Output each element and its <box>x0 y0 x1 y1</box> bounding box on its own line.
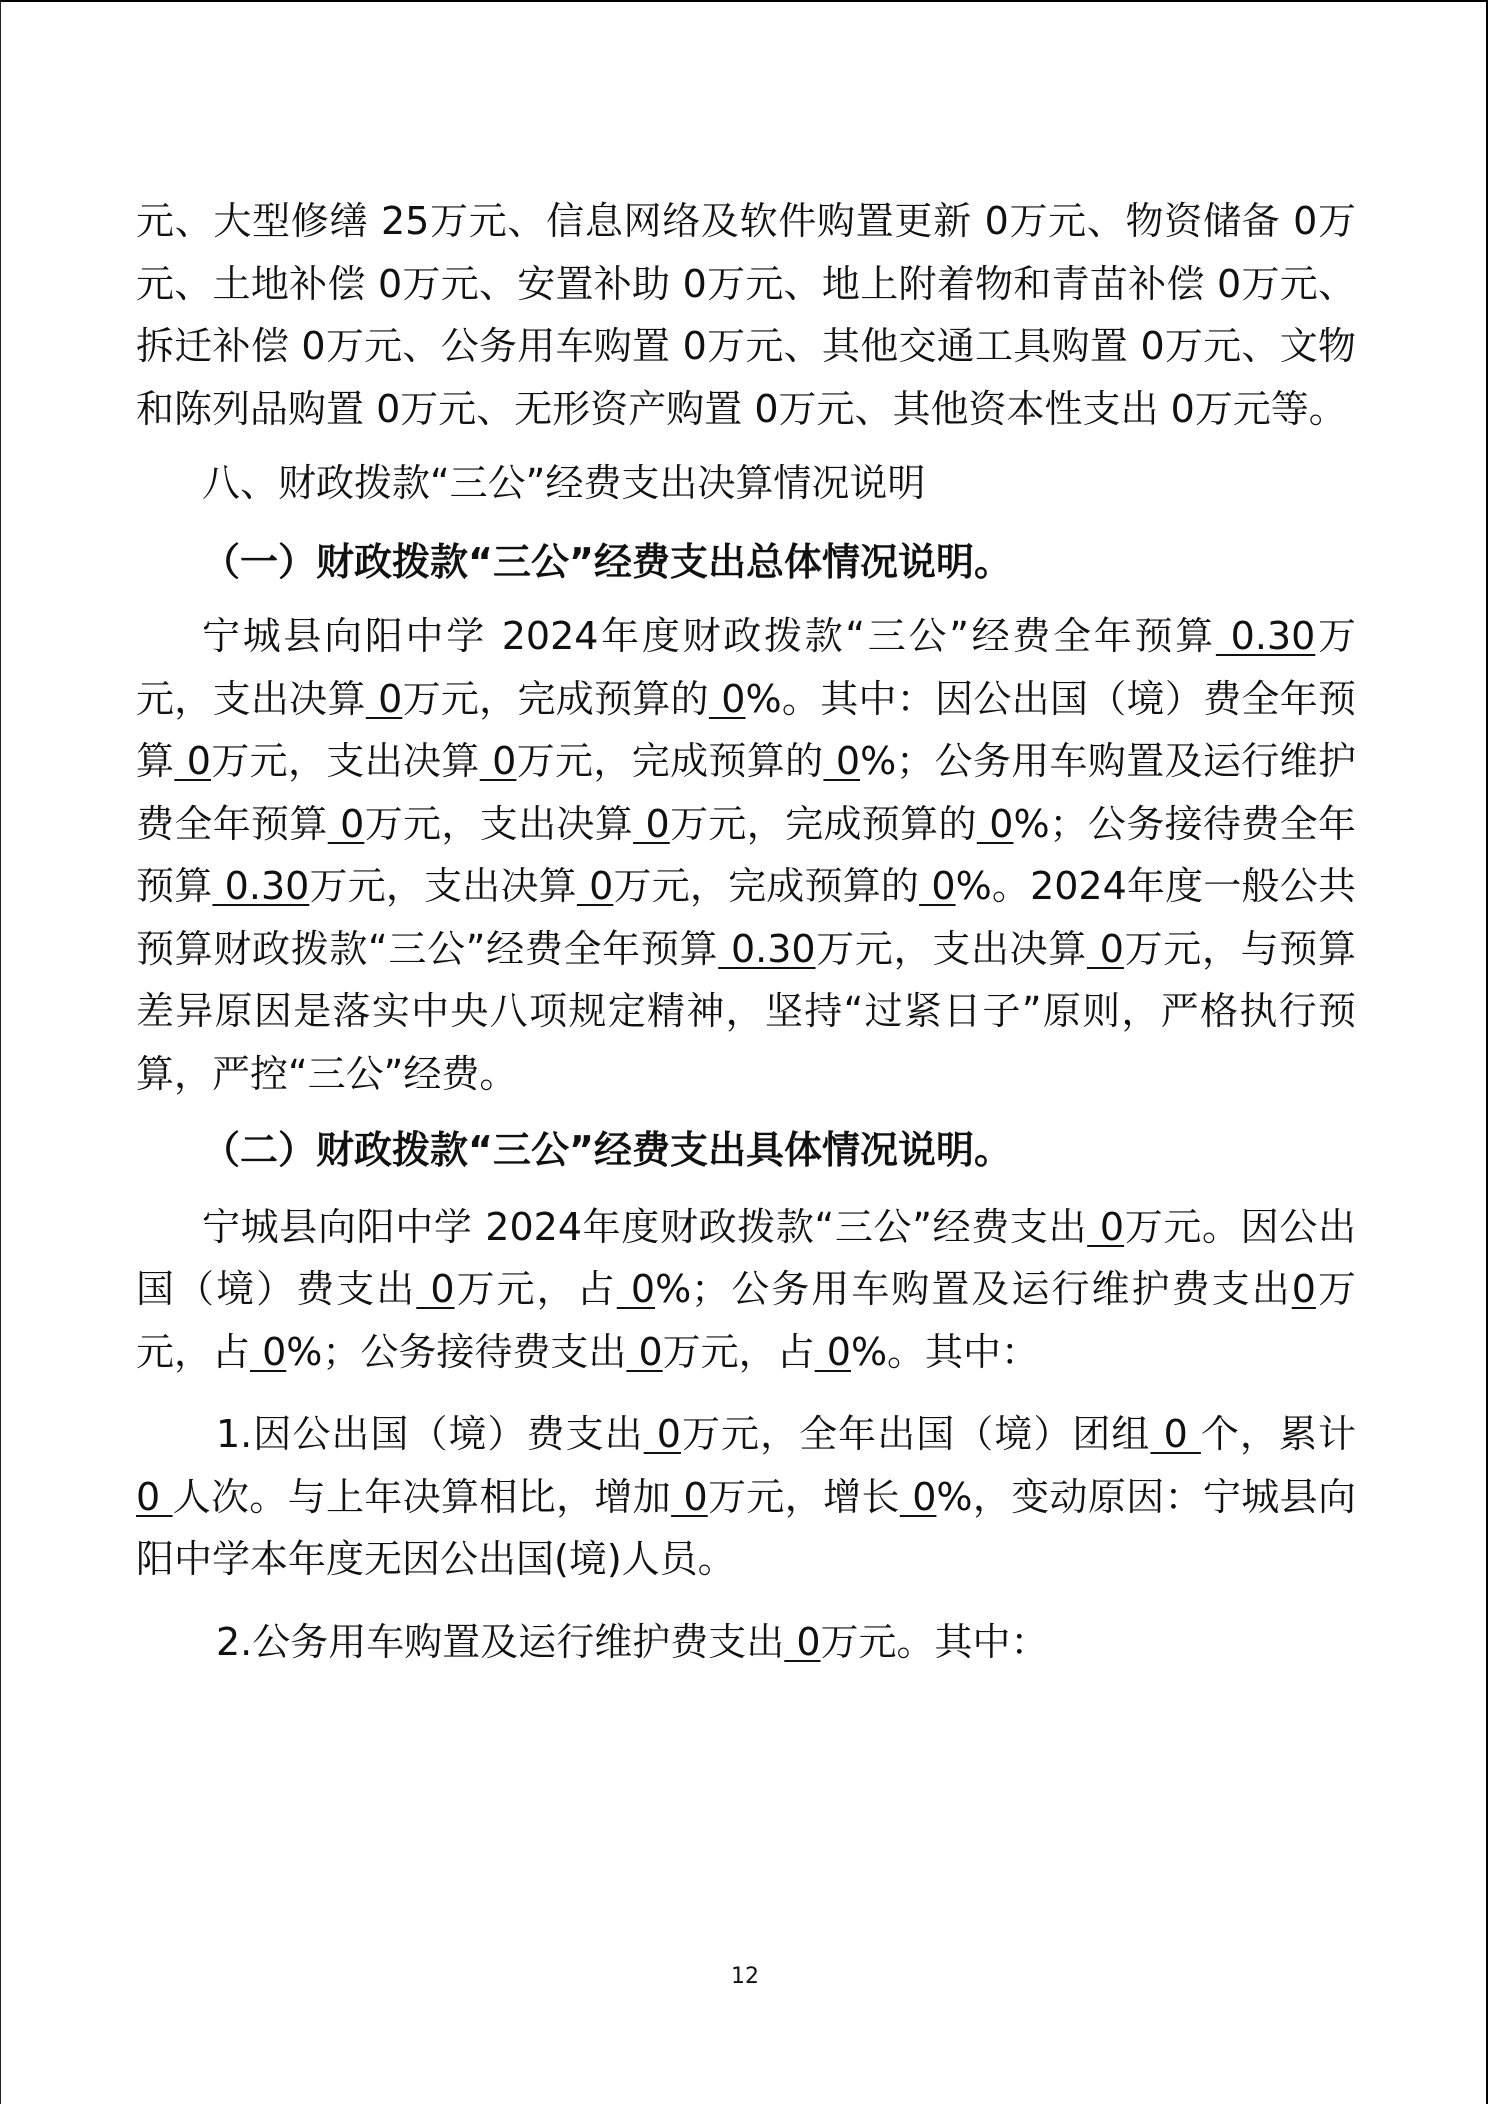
underlined-value: 0 <box>708 676 746 721</box>
text-segment: %，变动原因：宁城县向阳中学本年度无因公出国(境)人员。 <box>136 1474 1356 1581</box>
text-segment: 宁城县向阳中学 2024年度财政拨款“三公”经费全年预算 <box>202 614 1216 658</box>
subsection-heading-one: （一）财政拨款“三公”经费支出总体情况说明。 <box>202 539 1012 584</box>
subsection-heading-two: （二）财政拨款“三公”经费支出具体情况说明。 <box>202 1128 1012 1172</box>
text-segment: %。其中： <box>850 1329 1040 1374</box>
text-segment: 万元，占 <box>454 1267 617 1311</box>
underlined-value: 0 <box>643 1412 681 1456</box>
text-segment: 万元，完成预算的 <box>669 801 977 846</box>
text-segment: 万元，支出决算 <box>815 926 1087 971</box>
text-segment: 2.公务用车购置及运行维护费支出 <box>216 1619 785 1664</box>
underlined-value: 0 <box>250 1329 287 1374</box>
text-segment: 万元。其中： <box>820 1619 1049 1664</box>
underlined-value: 0 <box>671 1474 708 1519</box>
underlined-value: 0 <box>919 864 956 908</box>
text-segment: 人次。与上年决算相比，增加 <box>172 1474 672 1519</box>
page-number: 12 <box>731 1964 759 1989</box>
text-segment: 万元，完成预算的 <box>402 676 709 721</box>
paragraph-three-public-detail <box>136 1196 1356 1384</box>
underlined-value: 0 <box>899 1474 937 1519</box>
underlined-value: 0 <box>136 1474 173 1519</box>
text-segment: %。2024年度一般公共预算财政拨款“三公”经费全年预算 <box>136 864 1356 971</box>
text-segment: %；公务接待费支出 <box>286 1329 627 1374</box>
text-segment: 万元，占 <box>136 1267 1356 1374</box>
text-segment: %；公务用车购置及运行维护费支出 <box>655 1267 1292 1311</box>
text-segment: 万元，全年出国（境）团组 <box>680 1412 1151 1456</box>
underlined-value: 0.30 <box>1215 614 1316 658</box>
underlined-value: 0 <box>616 1267 656 1311</box>
text-segment: 1.因公出国（境）费支出 <box>216 1412 644 1456</box>
paragraph-text: 元、大型修缮 25万元、信息网络及软件购置更新 0万元、物资储备 0万元、土地补偿 0万元、安置补助 0万元、地上附着物和青苗补偿 0万元、拆迁补偿 0万元、公务用车购置 0万元、其他交通工具购置 0万元、文物和陈列品购置 0万元、无形资产购置 0万元、其他资本性支出 0万元等。 <box>136 199 1356 431</box>
underlined-value: 0 <box>327 801 365 846</box>
text-segment: 万元，支出决算 <box>364 801 634 846</box>
text-segment: 万元，完成预算的 <box>516 739 824 783</box>
text-segment: 万元，增长 <box>707 1474 900 1519</box>
text-segment: 万元，与预算差异原因是落实中央八项规定精神，坚持“过紧日子”原则，严格执行预算，严控“三公”经费。 <box>136 926 1356 1096</box>
paragraph-overseas-travel <box>136 1403 1356 1591</box>
paragraph-capital-expenditure <box>136 190 1356 440</box>
underlined-value: 0.30 <box>718 926 816 971</box>
page-content <box>136 190 1356 1673</box>
underlined-value: 0 <box>976 801 1014 846</box>
text-segment: %。其中：因公出国（境）费全年预算 <box>136 676 1356 783</box>
underlined-value: 0 <box>1087 1204 1125 1249</box>
paragraph-official-vehicles <box>136 1611 1356 1674</box>
underlined-value: 0 <box>1086 926 1124 971</box>
text-segment: 万元，完成预算的 <box>613 864 920 908</box>
underlined-value: 0 <box>1291 1267 1316 1311</box>
section-heading-eight: 八、财政拨款“三公”经费支出决算情况说明 <box>202 461 926 505</box>
text-segment: %；公务接待费全年预算 <box>136 801 1356 908</box>
underlined-value: 0 <box>576 864 614 908</box>
paragraph-three-public-overview <box>136 605 1356 1105</box>
underlined-value: 0 <box>823 739 861 783</box>
text-segment: 宁城县向阳中学 2024年度财政拨款“三公”经费支出 <box>202 1204 1088 1249</box>
text-segment: 万元。因公出国（境）费支出 <box>136 1204 1356 1311</box>
underlined-value: 0 <box>174 739 211 783</box>
underlined-value: 0 <box>365 676 403 721</box>
text-segment: 万元，支出决算 <box>210 739 480 783</box>
underlined-value: 0 <box>633 801 670 846</box>
text-segment: 万元，支出决算 <box>136 614 1356 721</box>
underlined-value: 0 <box>1150 1412 1201 1456</box>
text-segment: 个，累计 <box>1200 1412 1356 1456</box>
text-segment: 万元，占 <box>662 1329 815 1374</box>
underlined-value: 0 <box>416 1267 455 1311</box>
underlined-value: 0 <box>479 739 517 783</box>
text-segment: %；公务用车购置及运行维护费全年预算 <box>136 739 1356 846</box>
underlined-value: 0.30 <box>212 864 310 908</box>
underlined-value: 0 <box>784 1619 821 1664</box>
underlined-value: 0 <box>814 1329 851 1374</box>
text-segment: 万元，支出决算 <box>309 864 577 908</box>
underlined-value: 0 <box>626 1329 663 1374</box>
